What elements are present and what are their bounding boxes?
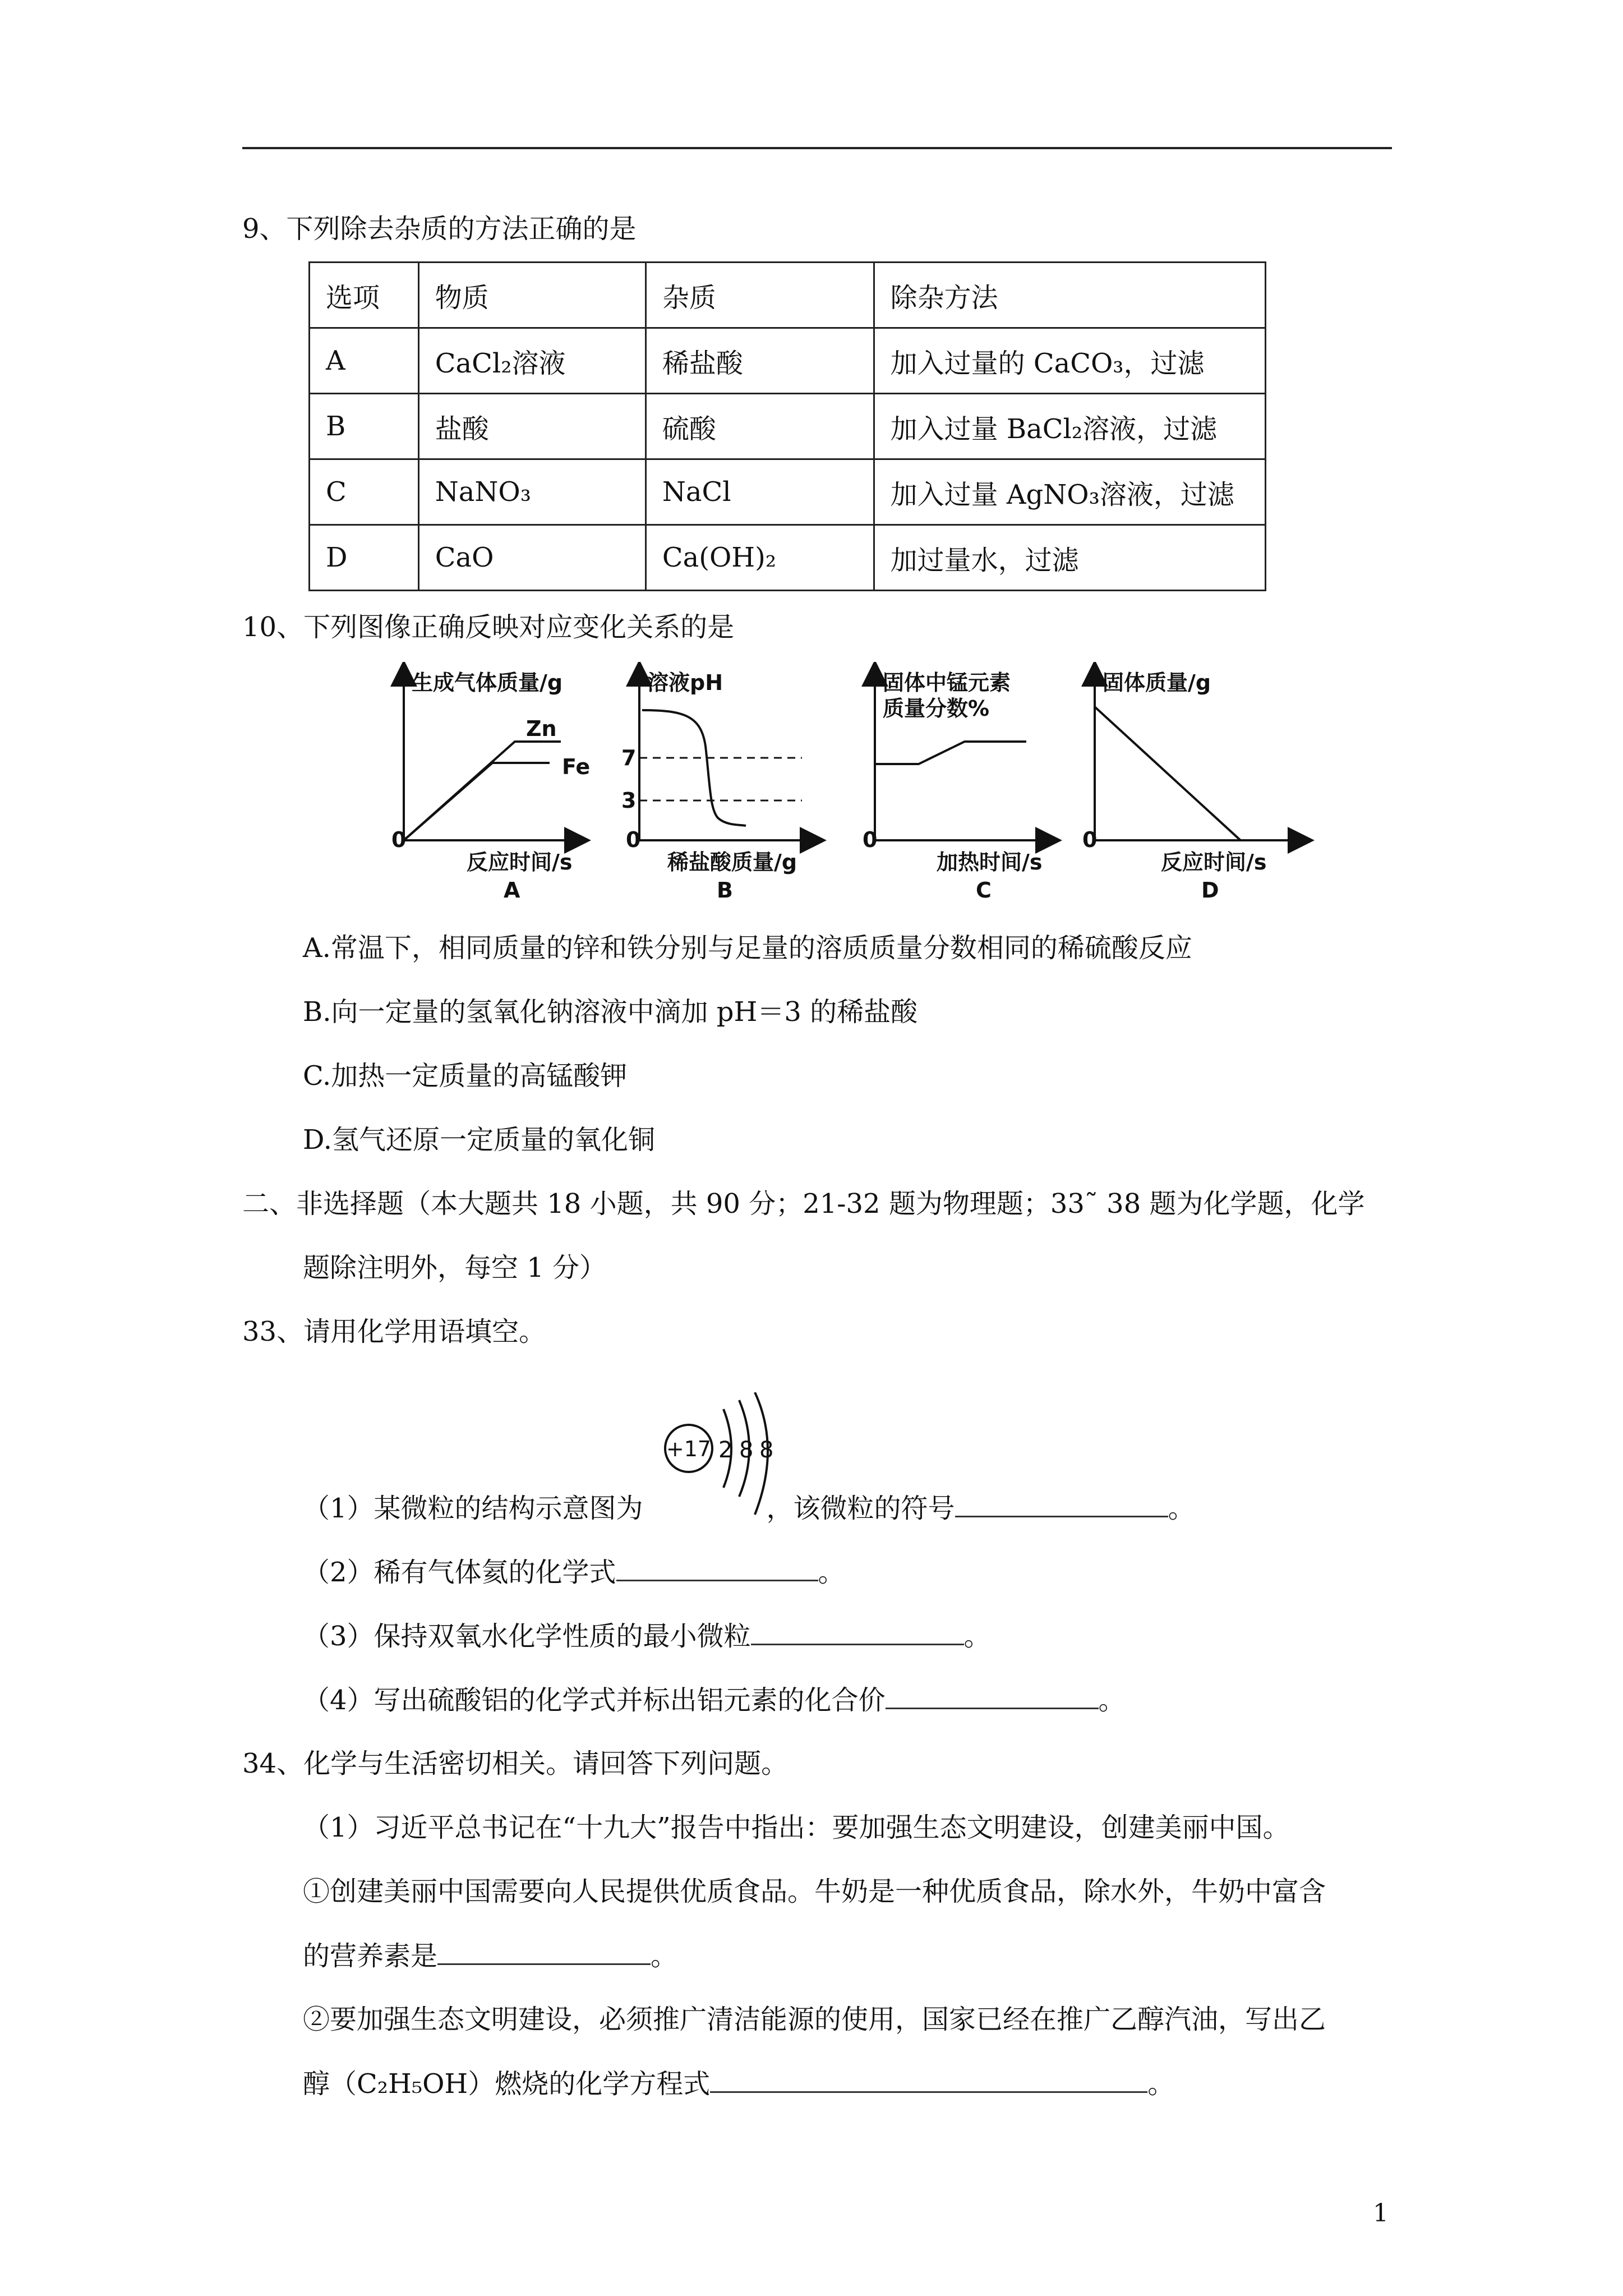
period: 。 [818,1557,845,1588]
table-cell: 加入过量 BaCl₂溶液，过滤 [874,394,1265,459]
graph-a-zn-line [404,742,561,840]
graph-c-caption: C [976,878,992,903]
table-cell: A [310,328,419,394]
table-cell: CaCl₂溶液 [418,328,645,394]
page-number: 1 [1373,2199,1389,2228]
q33-item-2 [303,1555,845,1589]
table-cell: NaNO₃ [418,459,645,525]
table-cell: Ca(OH)₂ [645,525,874,591]
graph-b-xlabel: 稀盐酸质量/g [667,850,797,875]
graph-d-origin: 0 [1082,827,1098,852]
table-cell: 盐酸 [418,394,645,459]
q10-graphs-figure [381,662,1324,909]
answer-blank[interactable] [955,1491,1168,1517]
q10-option-c: C.加热一定质量的高锰酸钾 [303,1060,628,1092]
q33-item-3 [303,1619,991,1653]
table-cell: 加入过量的 CaCO₃，过滤 [874,328,1265,394]
q10-option-b: B.向一定量的氢氧化钠溶液中滴加 pH＝3 的稀盐酸 [303,996,918,1028]
q34-sub-1-line2 [303,1939,677,1973]
q10-option-d: D.氢气还原一定质量的氧化铜 [303,1124,656,1156]
table-header-cell: 除杂方法 [874,263,1265,328]
header-rule [242,147,1392,149]
graph-c-ylabel-line1: 固体中锰元素 [883,670,1011,695]
period: 。 [651,1940,678,1972]
table-header-cell: 物质 [418,263,645,328]
graph-d-ylabel: 固体质量/g [1103,670,1211,695]
graph-b-origin: 0 [626,827,641,852]
answer-blank[interactable] [710,2067,1147,2093]
q34-stem: 34、化学与生活密切相关。请回答下列问题。 [242,1748,789,1779]
q9-stem: 9、下列除去杂质的方法正确的是 [242,213,637,245]
q33-item-1-text-before: （1）某微粒的结构示意图为 [303,1493,643,1524]
graph-c-line [875,742,1026,764]
nucleus-charge: +17 [666,1437,712,1461]
shell-3-electrons: 8 [759,1437,774,1463]
q34-sub-2-line1: ②要加强生态文明建设，必须推广清洁能源的使用，国家已经在推广乙醇汽油，写出乙 [303,2004,1326,2035]
q33-item-2-text: （2）稀有气体氦的化学式 [303,1557,616,1588]
q33-item-4 [303,1683,1126,1717]
graph-a-ylabel: 生成气体质量/g [412,670,563,695]
table-cell: B [310,394,419,459]
table-row [310,459,1266,525]
table-row [310,394,1266,459]
graph-a-fe-label: Fe [562,754,591,779]
q10-option-a: A.常温下，相同质量的锌和铁分别与足量的溶质质量分数相同的稀硫酸反应 [303,932,1192,964]
graph-b-tick-3: 3 [621,788,637,813]
table-cell: 硫酸 [645,394,874,459]
period: 。 [1147,2068,1175,2100]
q9-table [308,261,1266,591]
graph-c-ylabel-line2: 质量分数% [883,696,990,721]
period: 。 [963,1621,991,1652]
table-cell: 稀盐酸 [645,328,874,394]
graph-b-caption: B [717,878,733,903]
answer-blank[interactable] [886,1683,1099,1709]
q34-sub-1-line1: ①创建美丽中国需要向人民提供优质食品。牛奶是一种优质食品，除水外，牛奶中富含 [303,1876,1326,1907]
graph-d-line [1095,707,1241,840]
graph-c-xlabel: 加热时间/s [937,850,1043,875]
graph-a-caption: A [504,878,520,903]
graph-d-caption: D [1201,878,1219,903]
section2-heading-line1: 二、非选择题（本大题共 18 小题，共 90 分；21-32 题为物理题；33˜ 38 题为化学题，化学 [242,1188,1365,1220]
table-cell: 加入过量 AgNO₃溶液，过滤 [874,459,1265,525]
q34-item-1: （1）习近平总书记在“十九大”报告中指出：要加强生态文明建设，创建美丽中国。 [303,1812,1290,1843]
answer-blank[interactable] [437,1939,651,1965]
graph-b-ph-curve [642,710,746,826]
shell-1-electrons: 2 [718,1437,733,1463]
table-header-row [310,263,1266,328]
table-row [310,328,1266,394]
graph-c-origin: 0 [863,827,878,852]
q33-stem: 33、请用化学用语填空。 [242,1316,546,1347]
table-header-cell: 杂质 [645,263,874,328]
shell-2-electrons: 8 [739,1437,754,1463]
graph-a-zn-label: Zn [526,716,557,741]
table-cell: D [310,525,419,591]
graph-d-xlabel: 反应时间/s [1161,850,1267,875]
section2-heading-line2: 题除注明外，每空 1 分） [303,1252,607,1283]
table-cell: NaCl [645,459,874,525]
q33-item-3-text: （3）保持双氧水化学性质的最小微粒 [303,1621,751,1652]
graph-a-xlabel: 反应时间/s [467,850,573,875]
q33-item-1-text-after: ，该微粒的符号 [766,1493,955,1524]
q33-item-4-text: （4）写出硫酸铝的化学式并标出铝元素的化合价 [303,1685,886,1716]
q10-stem: 10、下列图像正确反映对应变化关系的是 [242,611,735,643]
table-cell: C [310,459,419,525]
table-cell: 加过量水，过滤 [874,525,1265,591]
table-header-cell: 选项 [310,263,419,328]
q34-sub-1-text: 的营养素是 [303,1940,438,1972]
graph-a-origin: 0 [391,827,407,852]
period: 。 [1098,1685,1126,1716]
period: 。 [1168,1493,1195,1524]
graph-b-tick-7: 7 [621,746,637,770]
graph-b-ylabel: 溶液pH [647,670,723,695]
q34-sub-2-line2 [303,2067,1174,2101]
table-cell: CaO [418,525,645,591]
answer-blank[interactable] [616,1555,818,1581]
answer-blank[interactable] [751,1619,964,1645]
q34-sub-2-text: 醇（C₂H₅OH）燃烧的化学方程式 [303,2068,711,2100]
table-row [310,525,1266,591]
q33-item-1 [303,1491,1195,1525]
